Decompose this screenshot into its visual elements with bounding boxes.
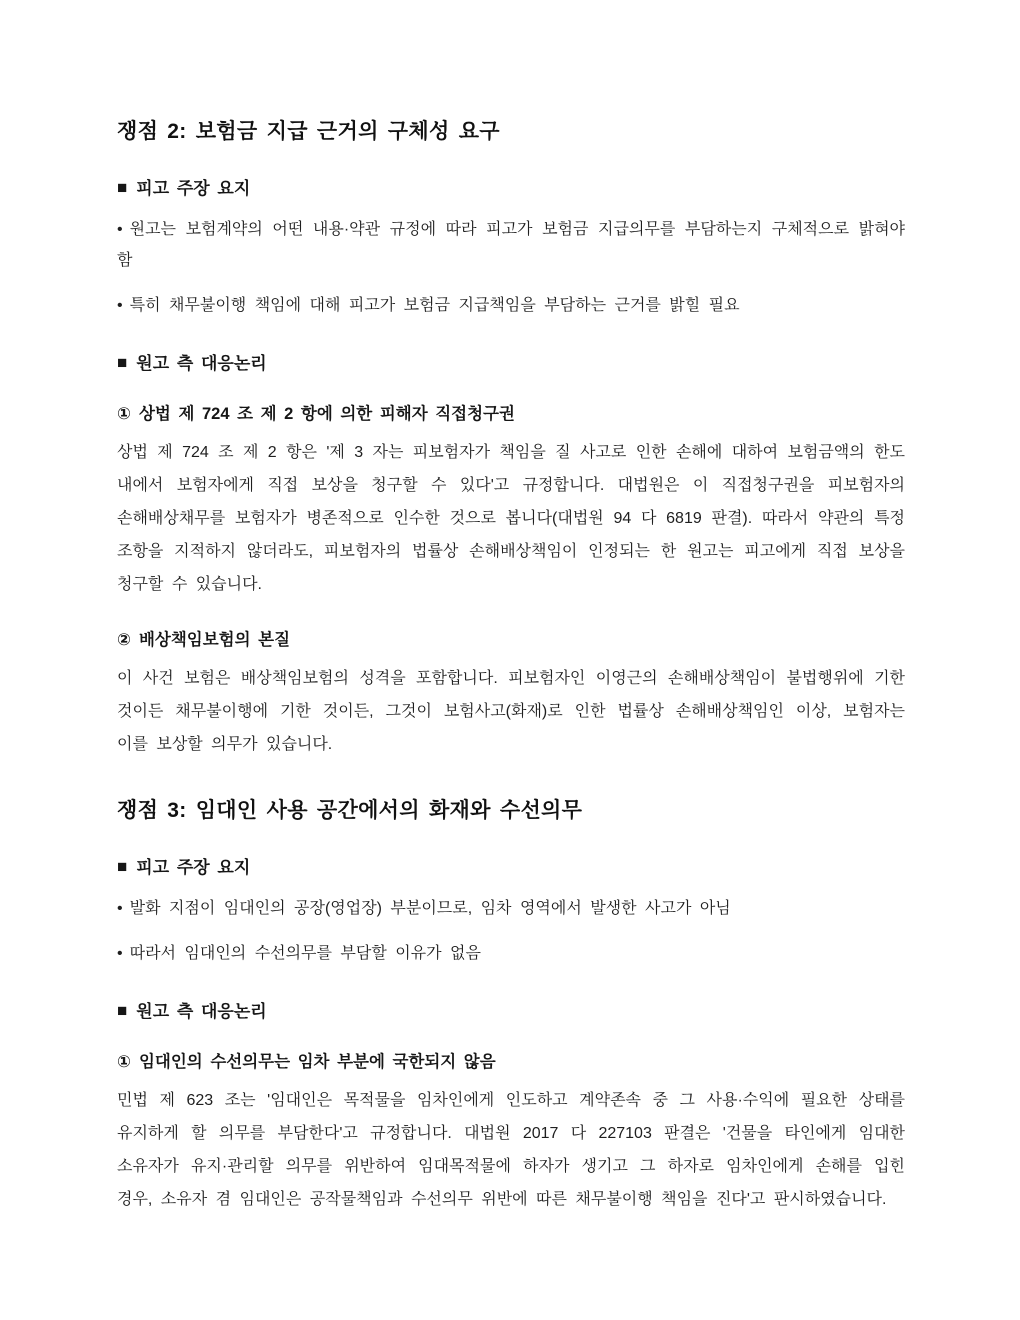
numbered-heading-text: 임대인의 수선의무는 임차 부분에 국한되지 않음	[138, 1053, 496, 1071]
paragraph-civil-act-623: 민법 제 623 조는 '임대인은 목적물을 임차인에게 인도하고 계약존속 중 그 사용·수익에 필요한 상태를 유지하게 할 의무를 부담한다'고 규정합니다. 대법원 2017 다 227103 판결은 '건물을 타인에게 임대한 소유자가 유지·관리할 의무를 위반하여 임대목적물에 하자가 생기고 그 하자로 임차인에게 손해를 입힌 경우, 소유자 겸 임대인은 공작물책임과 수선의무 위반에 따른 채무불이행 책임을 진다'고 판시하였습니다.	[117, 1092, 905, 1208]
numbered-heading-landlord-repair-duty	[117, 1051, 905, 1074]
subheading-text: 원고 측 대응논리	[136, 354, 267, 373]
bullet-item	[117, 938, 905, 969]
black-square-marker: ■	[117, 857, 128, 876]
bullet-item	[117, 893, 905, 924]
paragraph-commercial-act-724: 상법 제 724 조 제 2 항은 '제 3 자는 피보험자가 책임을 질 사고로 인한 손해에 대하여 보험금액의 한도 내에서 보험자에게 직접 보상을 청구할 수 있다'고 규정합니다. 대법원은 이 직접청구권을 피보험자의 손해배상채무를 보험자가 병존적으로 인수한 것으로 봅니다(대법원 94 다 6819 판결). 따라서 약관의 특정 조항을 지적하지 않더라도, 피보험자의 법률상 손해배상책임이 인정되는 한 원고는 피고에게 직접 보상을 청구할 수 있습니다.	[117, 444, 905, 593]
bullet-item	[117, 214, 905, 276]
bullet-text: 원고는 보험계약의 어떤 내용·약관 규정에 따라 피고가 보험금 지급의무를 부담하는지 구체적으로 밝혀야 함	[117, 221, 905, 269]
circled-one-marker: ①	[117, 405, 131, 423]
numbered-heading-text: 상법 제 724 조 제 2 항에 의한 피해자 직접청구권	[138, 405, 515, 423]
section-heading-issue-2: 쟁점 2: 보험금 지급 근거의 구체성 요구	[117, 120, 500, 143]
bullet-text: 특히 채무불이행 책임에 대해 피고가 보험금 지급책임을 부담하는 근거를 밝힐 필요	[129, 297, 740, 314]
subheading-defendant-claims-1	[117, 178, 905, 200]
bullet-dot-marker: •	[117, 221, 123, 238]
black-square-marker: ■	[117, 353, 128, 372]
circled-two-marker: ②	[117, 631, 131, 649]
circled-one-marker: ①	[117, 1053, 131, 1071]
section-heading-issue-3: 쟁점 3: 임대인 사용 공간에서의 화재와 수선의무	[117, 799, 583, 822]
bullet-item	[117, 290, 905, 321]
numbered-heading-text: 배상책임보험의 본질	[138, 631, 291, 649]
subheading-text: 피고 주장 요지	[136, 179, 251, 198]
bullet-text: 따라서 임대인의 수선의무를 부담할 이유가 없음	[129, 945, 481, 962]
paragraph-liability-insurance-nature: 이 사건 보험은 배상책임보험의 성격을 포함합니다. 피보험자인 이영근의 손해배상책임이 불법행위에 기한 것이든 채무불이행에 기한 것이든, 그것이 보험사고(화재)로 인한 법률상 손해배상책임인 이상, 보험자는 이를 보상할 의무가 있습니다.	[117, 670, 905, 753]
black-square-marker: ■	[117, 178, 128, 197]
subheading-plaintiff-counterarguments-2	[117, 1001, 905, 1023]
numbered-heading-liability-insurance-nature	[117, 629, 905, 652]
bullet-dot-marker: •	[117, 900, 123, 917]
black-square-marker: ■	[117, 1001, 128, 1020]
subheading-plaintiff-counterarguments-1	[117, 353, 905, 375]
subheading-text: 원고 측 대응논리	[136, 1002, 267, 1021]
numbered-heading-direct-claim-right	[117, 403, 905, 426]
subheading-defendant-claims-2	[117, 857, 905, 879]
bullet-dot-marker: •	[117, 297, 123, 314]
subheading-text: 피고 주장 요지	[136, 858, 251, 877]
bullet-text: 발화 지점이 임대인의 공장(영업장) 부분이므로, 임차 영역에서 발생한 사고가 아님	[129, 900, 731, 917]
bullet-dot-marker: •	[117, 945, 123, 962]
